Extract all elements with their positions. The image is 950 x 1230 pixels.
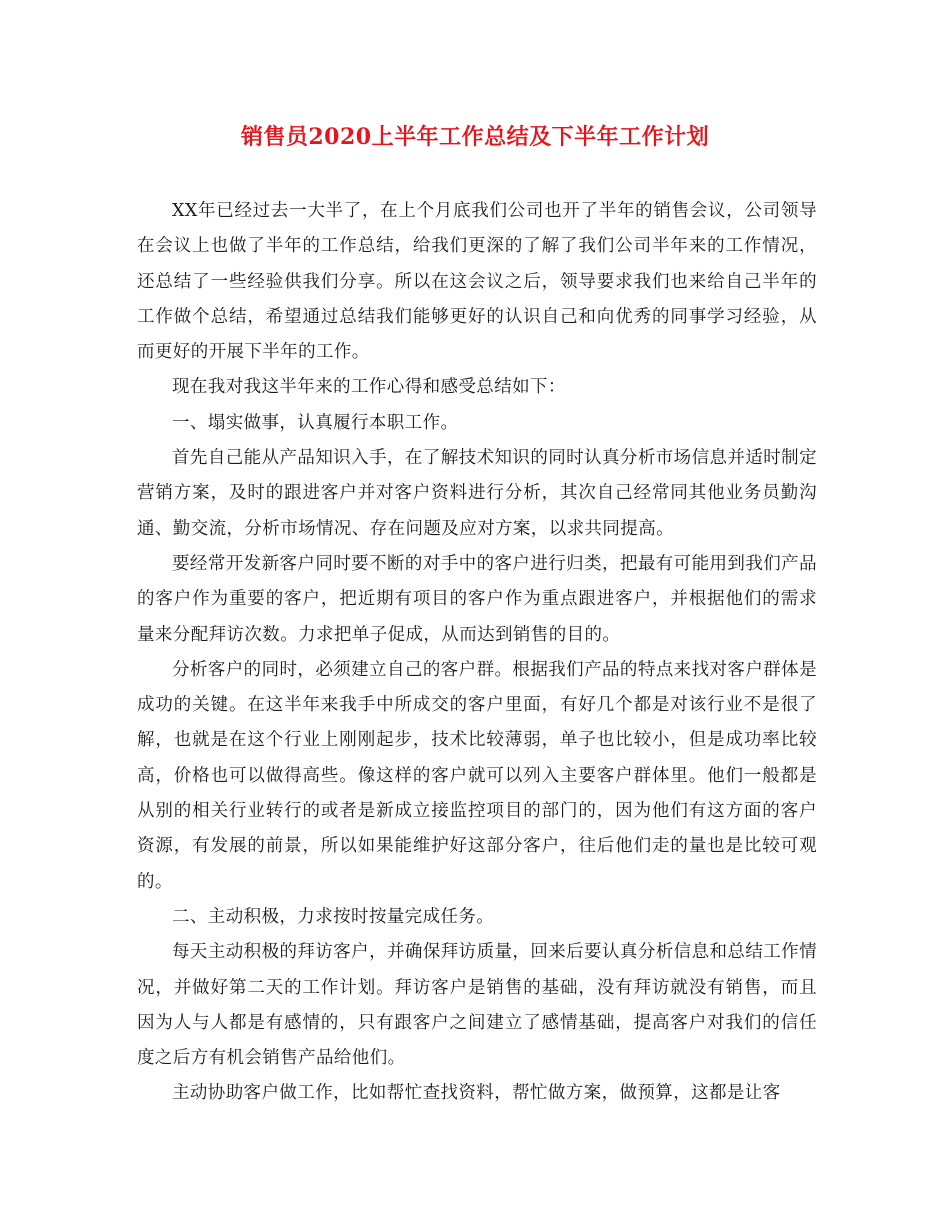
paragraph-assist-customers: 主动协助客户做工作，比如帮忙查找资料，帮忙做方案，做预算，这都是让客 (172, 1083, 781, 1104)
section-heading-2: 二、主动积极，力求按时按量完成任务。 (172, 906, 495, 927)
paragraph-intro: XX年已经过去一大半了，在上个月底我们公司也开了半年的销售会议，公司领导在会议上也做了半年的工作总结，给我们更深的了解了我们公司半年来的工作情况，还总结了一些经验供我们分享。所以在这会议之后，领导要求我们也来给自己半年的工作做个总结，希望通过总结我们能够更好的认识自己和向优秀的同事学习经验，从而更好的开展下半年的工作。 (137, 201, 817, 363)
paragraph-daily-visits: 每天主动积极的拜访客户，并确保拜访质量，回来后要认真分析信息和总结工作情况，并做好第二天的工作计划。拜访客户是销售的基础，没有拜访就没有销售，而且因为人与人都是有感情的，只有跟客户之间建立了感情基础，提高客户对我们的信任度之后方有机会销售产品给他们。 (137, 942, 817, 1069)
document-title: 销售员2020上半年工作总结及下半年工作计划 (240, 124, 710, 150)
paragraph-product-knowledge: 首先自己能从产品知识入手，在了解技术知识的同时认真分析市场信息并适时制定营销方案，及时的跟进客户并对客户资料进行分析，其次自己经常同其他业务员勤沟通、勤交流，分析市场情况、存在问题及应对方案，以求共同提高。 (137, 448, 817, 539)
paragraph-customer-groups: 分析客户的同时，必须建立自己的客户群。根据我们产品的特点来找对客户群体是成功的关键。在这半年来我手中所成交的客户里面，有好几个都是对该行业不是很了解，也就是在这个行业上刚刚起步，技术比较薄弱，单子也比较小，但是成功率比较高，价格也可以做得高些。像这样的客户就可以列入主要客户群体里。他们一般都是从别的相关行业转行的或者是新成立接监控项目的部门的，因为他们有这方面的客户资源，有发展的前景，所以如果能维护好这部分客户，往后他们走的量也是比较可观的。 (137, 659, 817, 892)
section-heading-1: 一、塌实做事，认真履行本职工作。 (172, 412, 459, 433)
paragraph-new-customers: 要经常开发新客户同时要不断的对手中的客户进行归类，把最有可能用到我们产品的客户作为重要的客户，把近期有项目的客户作为重点跟进客户，并根据他们的需求量来分配拜访次数。力求把单子促成，从而达到销售的目的。 (137, 553, 817, 645)
document-body (137, 194, 817, 1112)
paragraph-summary-lead: 现在我对我这半年来的工作心得和感受总结如下： (172, 377, 566, 398)
